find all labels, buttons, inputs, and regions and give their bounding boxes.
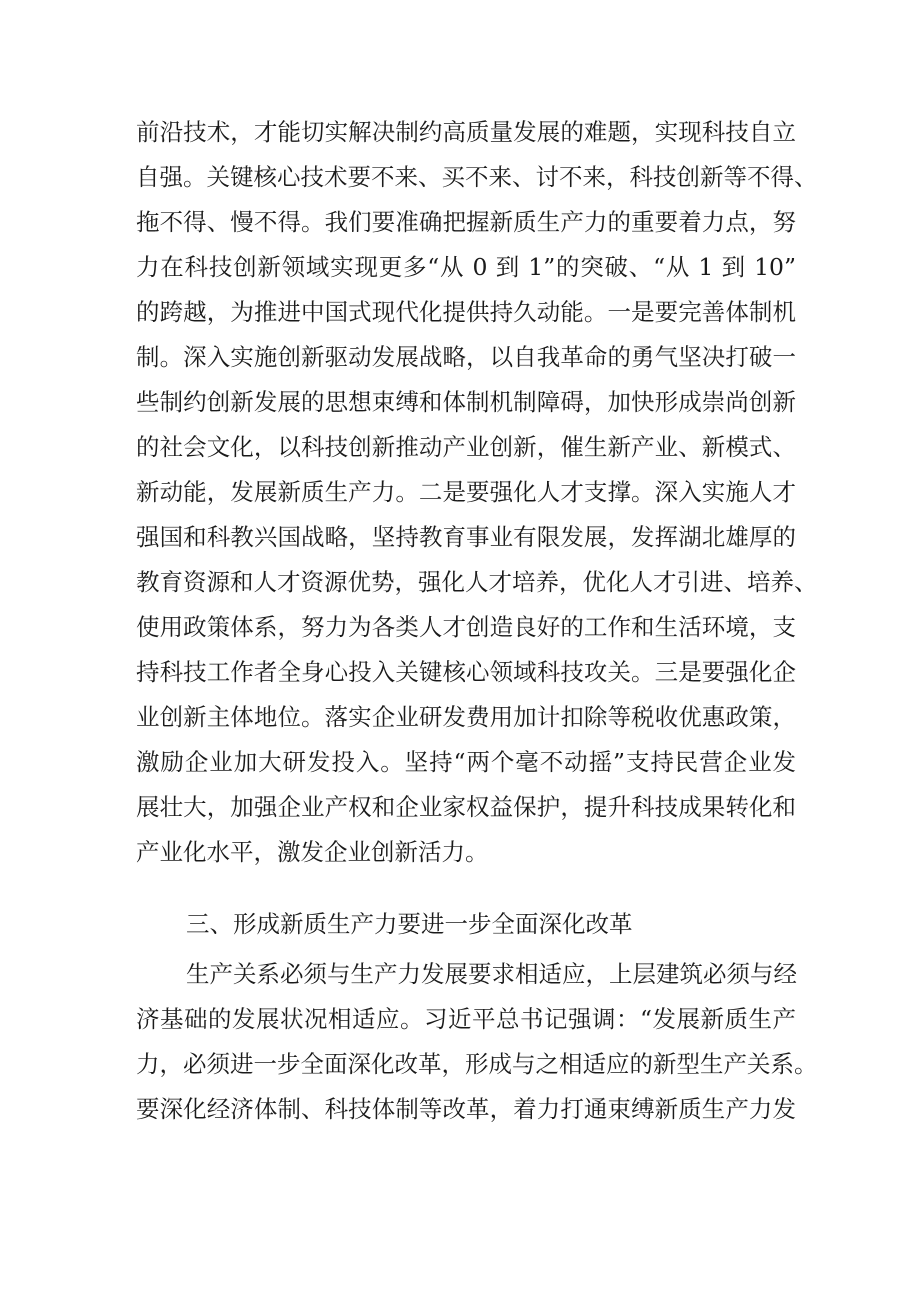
paragraph-line: 使用政策体系，努力为各类人才创造良好的工作和生活环境，支 <box>136 613 796 641</box>
paragraph-line: 前沿技术，才能切实解决制约高质量发展的难题，实现科技自立 <box>136 118 796 146</box>
paragraph-line: 力在科技创新领域实现更多“从 0 到 1”的突破、“从 1 到 10” <box>136 253 796 281</box>
paragraph-line: 制。深入实施创新驱动发展战略，以自我革命的勇气坚决打破一 <box>136 343 796 371</box>
paragraph-line: 展壮大，加强企业产权和企业家权益保护，提升科技成果转化和 <box>136 793 796 821</box>
paragraph-line: 的跨越，为推进中国式现代化提供持久动能。一是要完善体制机 <box>136 298 796 326</box>
paragraph-line: 教育资源和人才资源优势，强化人才培养，优化人才引进、培养、 <box>136 568 818 596</box>
paragraph-line: 拖不得、慢不得。我们要准确把握新质生产力的重要着力点，努 <box>136 208 796 236</box>
paragraph-line: 生产关系必须与生产力发展要求相适应，上层建筑必须与经 <box>186 960 797 988</box>
paragraph-line: 的社会文化，以科技创新推动产业创新，催生新产业、新模式、 <box>136 433 796 461</box>
section-heading: 三、形成新质生产力要进一步全面深化改革 <box>186 910 633 938</box>
paragraph-line: 新动能，发展新质生产力。二是要强化人才支撑。深入实施人才 <box>136 478 796 506</box>
paragraph-line: 持科技工作者全身心投入关键核心领域科技攻关。三是要强化企 <box>136 658 796 686</box>
paragraph-line: 业创新主体地位。落实企业研发费用加计扣除等税收优惠政策， <box>136 703 796 731</box>
paragraph-line: 产业化水平，激发企业创新活力。 <box>136 838 489 866</box>
paragraph-line: 强国和科教兴国战略，坚持教育事业有限发展，发挥湖北雄厚的 <box>136 523 796 551</box>
paragraph-line: 些制约创新发展的思想束缚和体制机制障碍，加快形成崇尚创新 <box>136 388 796 416</box>
paragraph-line: 济基础的发展状况相适应。习近平总书记强调：“发展新质生产 <box>136 1005 796 1033</box>
paragraph-line: 激励企业加大研发投入。坚持“两个毫不动摇”支持民营企业发 <box>136 748 796 776</box>
paragraph-line: 要深化经济体制、科技体制等改革，着力打通束缚新质生产力发 <box>136 1095 796 1123</box>
paragraph-line: 自强。关键核心技术要不来、买不来、讨不来，科技创新等不得、 <box>136 163 818 191</box>
paragraph-line: 力，必须进一步全面深化改革，形成与之相适应的新型生产关系。 <box>136 1050 818 1078</box>
